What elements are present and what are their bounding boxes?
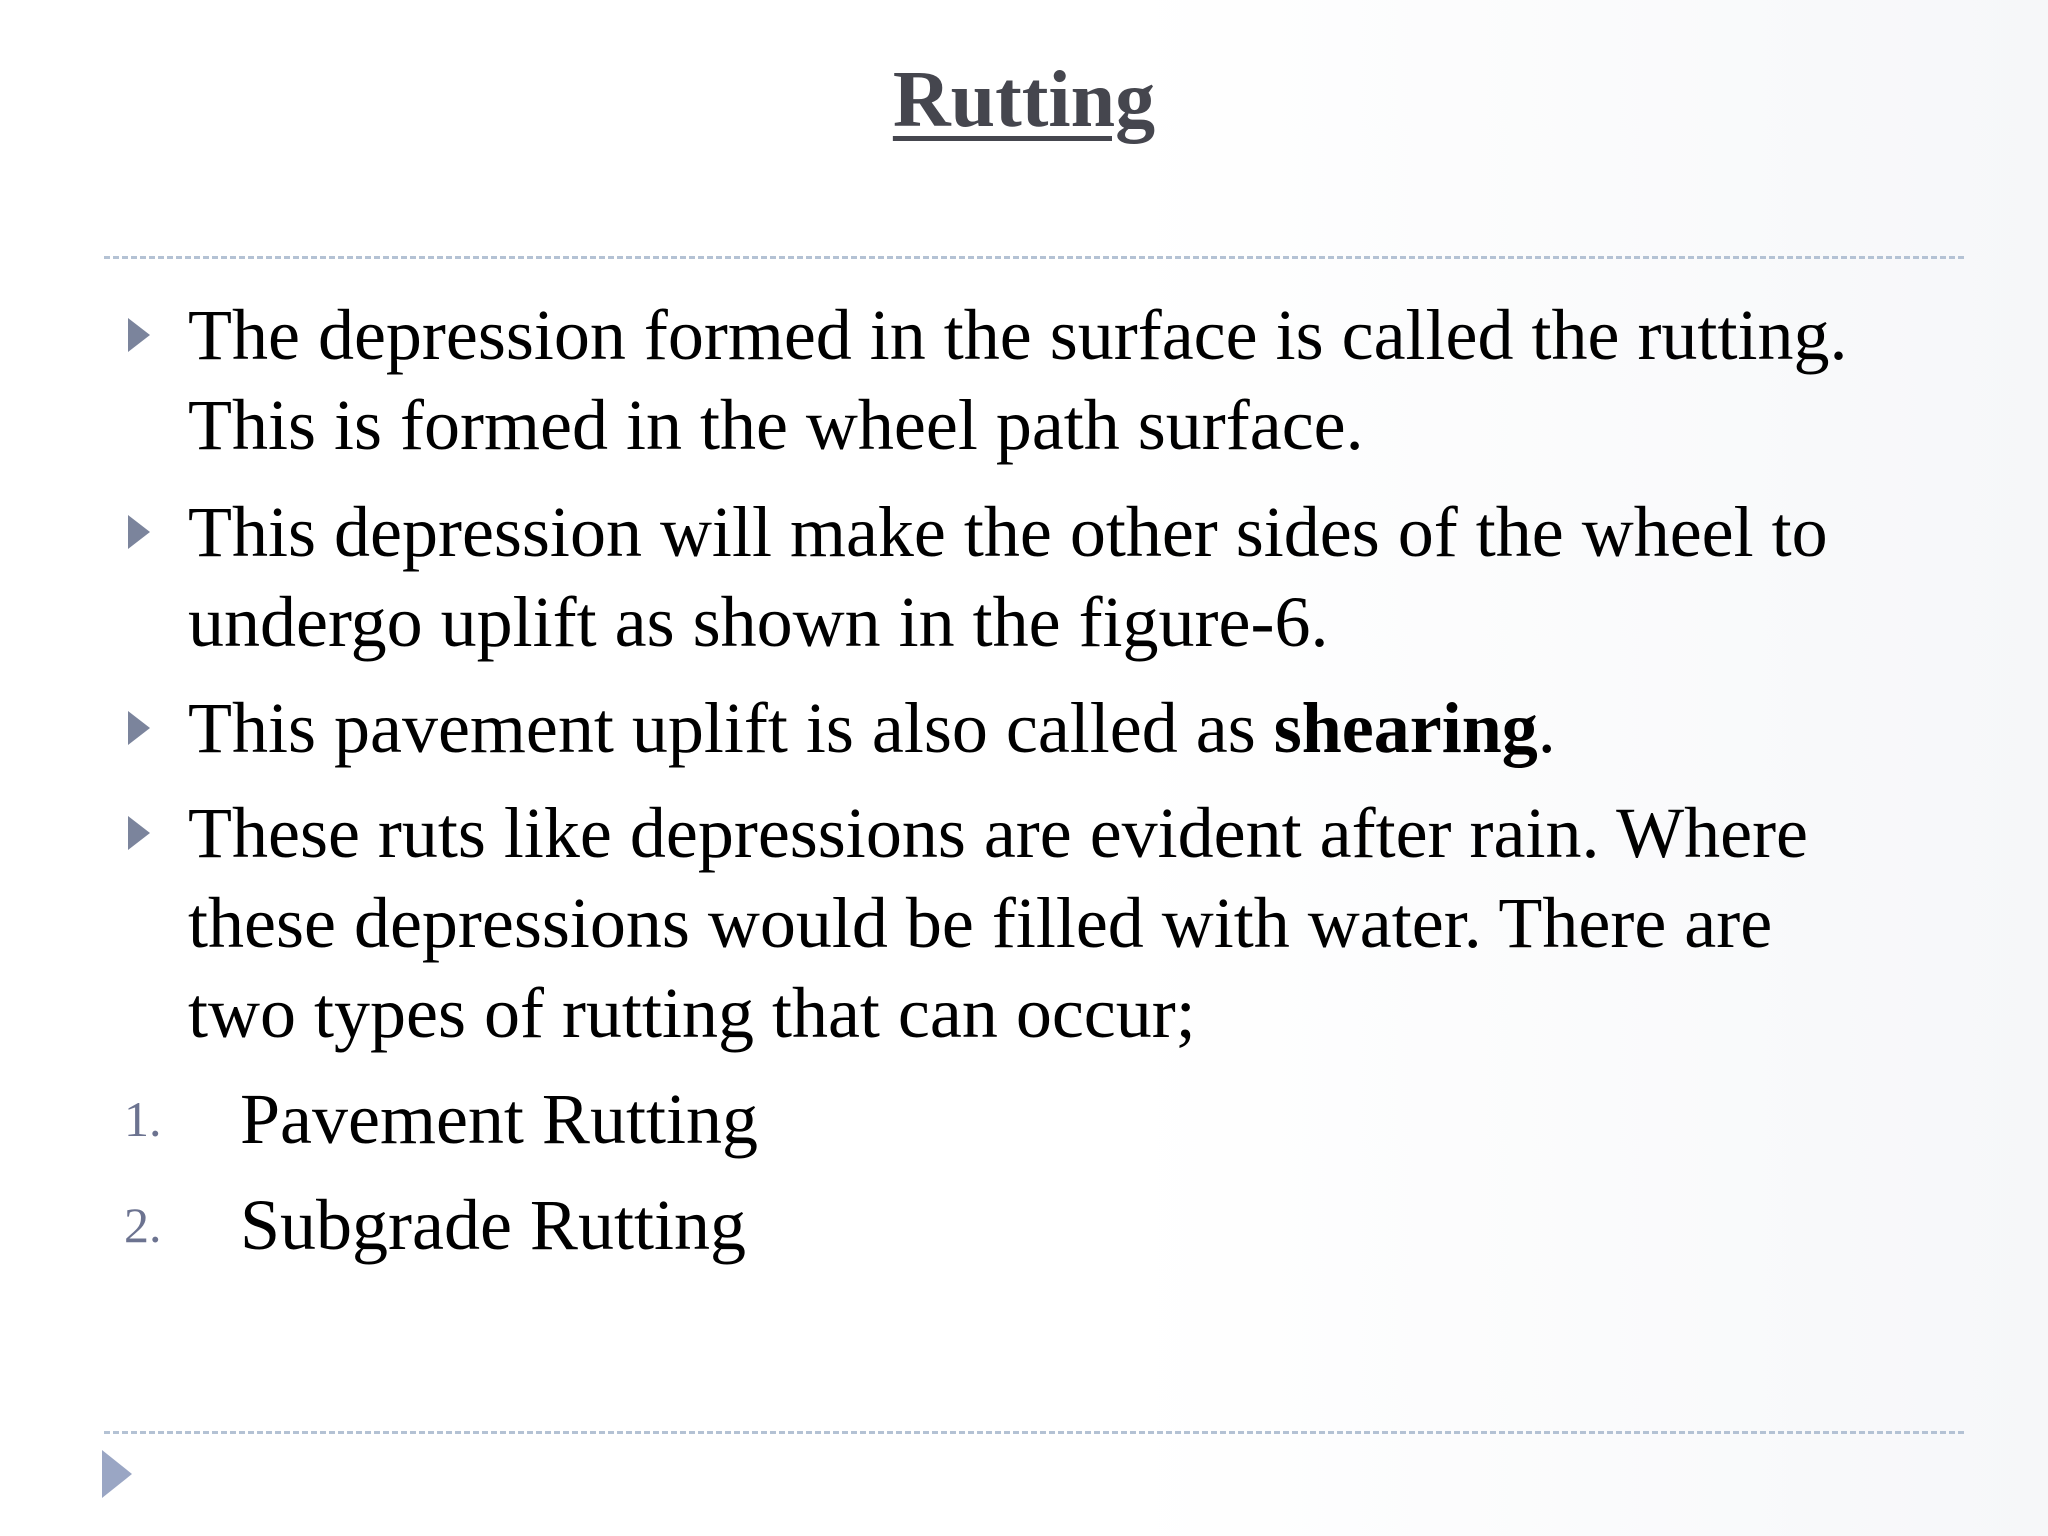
bullet-line: This is formed in the wheel path surface. [188, 385, 1364, 465]
bullet-line: This depression will make the other sides of the wheel to [188, 492, 1828, 572]
bullet-line: These ruts like depressions are evident after rain. Where [188, 793, 1808, 873]
triangle-right-icon [128, 816, 150, 850]
bullet-line: two types of rutting that can occur; [188, 973, 1196, 1053]
bullet-line: The depression formed in the surface is called the rutting. [188, 295, 1848, 375]
top-divider [104, 256, 1964, 259]
bullet-text-end: . [1537, 688, 1556, 768]
bullet-text [188, 290, 1928, 470]
triangle-right-icon [128, 515, 150, 549]
bullet-text [188, 487, 1928, 667]
bullet-text-bold-term: shearing [1273, 688, 1538, 768]
slide-title: Rutting [892, 56, 1156, 144]
triangle-right-icon [128, 711, 150, 745]
bullet-text [188, 683, 1928, 773]
numbered-text: Subgrade Rutting [240, 1185, 746, 1265]
bottom-divider [104, 1431, 1964, 1434]
bullet-text-plain: This pavement uplift is also called as [188, 688, 1274, 768]
bullet-line: undergo uplift as shown in the figure-6. [188, 582, 1329, 662]
number-marker: 1. [124, 1091, 162, 1147]
numbered-text: Pavement Rutting [240, 1079, 758, 1159]
bullet-line: these depressions would be filled with water. There are [188, 883, 1773, 963]
number-marker: 2. [124, 1197, 162, 1253]
bullet-text [188, 788, 1928, 1058]
next-slide-icon[interactable] [102, 1450, 132, 1498]
triangle-right-icon [128, 318, 150, 352]
